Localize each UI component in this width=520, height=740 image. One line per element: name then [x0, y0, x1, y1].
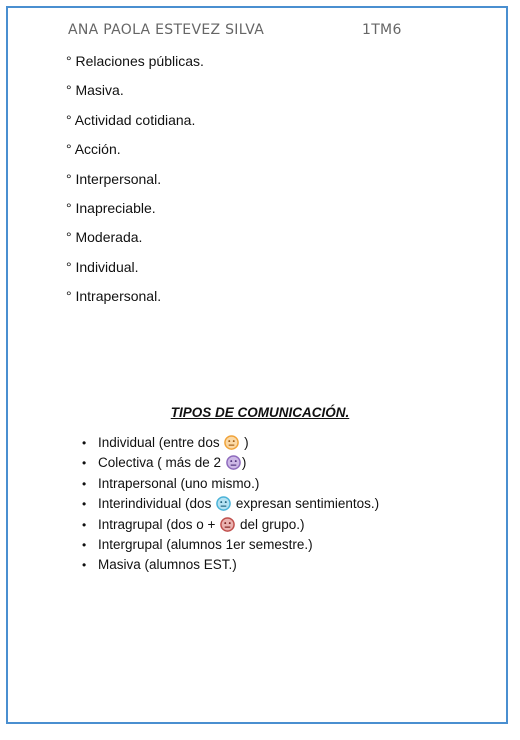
group-code: 1TM6	[362, 22, 402, 38]
type-item	[82, 434, 379, 454]
type-item	[82, 516, 379, 536]
document-header	[68, 22, 488, 42]
type-text-after: )	[240, 435, 249, 450]
type-item	[82, 536, 379, 556]
list-item: ° Actividad cotidiana.	[66, 111, 196, 128]
type-text: Masiva (alumnos EST.)	[98, 557, 237, 573]
list-item: ° Inapreciable.	[66, 199, 156, 216]
type-text: Intragrupal (dos o +	[98, 516, 220, 532]
type-text: Colectiva ( más de 2	[98, 455, 225, 471]
red-face-icon	[220, 517, 235, 532]
bullet: •	[82, 436, 87, 450]
type-item	[82, 475, 379, 495]
bullet: •	[82, 558, 87, 573]
type-text-after: )	[241, 455, 247, 471]
bullet: •	[82, 497, 87, 512]
type-text-after: del grupo.)	[236, 516, 305, 532]
list-item: ° Moderada.	[66, 229, 143, 246]
purple-face-icon	[226, 455, 241, 470]
bullet: •	[82, 476, 87, 491]
type-item	[82, 556, 379, 576]
type-item	[82, 495, 379, 515]
type-text: Intrapersonal (uno mismo.)	[98, 475, 260, 491]
communication-list	[66, 52, 204, 317]
type-item	[82, 454, 379, 474]
type-text-after: expresan sentimientos.)	[232, 496, 380, 512]
list-item: ° Masiva.	[66, 82, 124, 99]
blue-face-icon	[216, 496, 231, 511]
section-title: TIPOS DE COMUNICACIÓN.	[170, 405, 350, 420]
list-item: ° Intrapersonal.	[66, 288, 162, 305]
bullet: •	[82, 537, 87, 552]
type-text: Intergrupal (alumnos 1er semestre.)	[98, 536, 313, 552]
bullet: •	[82, 456, 87, 471]
list-item: ° Relaciones públicas.	[66, 53, 204, 69]
bullet: •	[82, 517, 87, 532]
list-item: ° Acción.	[66, 141, 121, 158]
student-name: ANA PAOLA ESTEVEZ SILVA	[68, 22, 265, 38]
types-list	[82, 434, 379, 577]
list-item: ° Individual.	[66, 258, 139, 275]
type-text: Individual (entre dos	[98, 435, 224, 450]
orange-face-icon	[224, 435, 239, 450]
type-text: Interindividual (dos	[98, 496, 216, 512]
list-item: ° Interpersonal.	[66, 170, 162, 187]
